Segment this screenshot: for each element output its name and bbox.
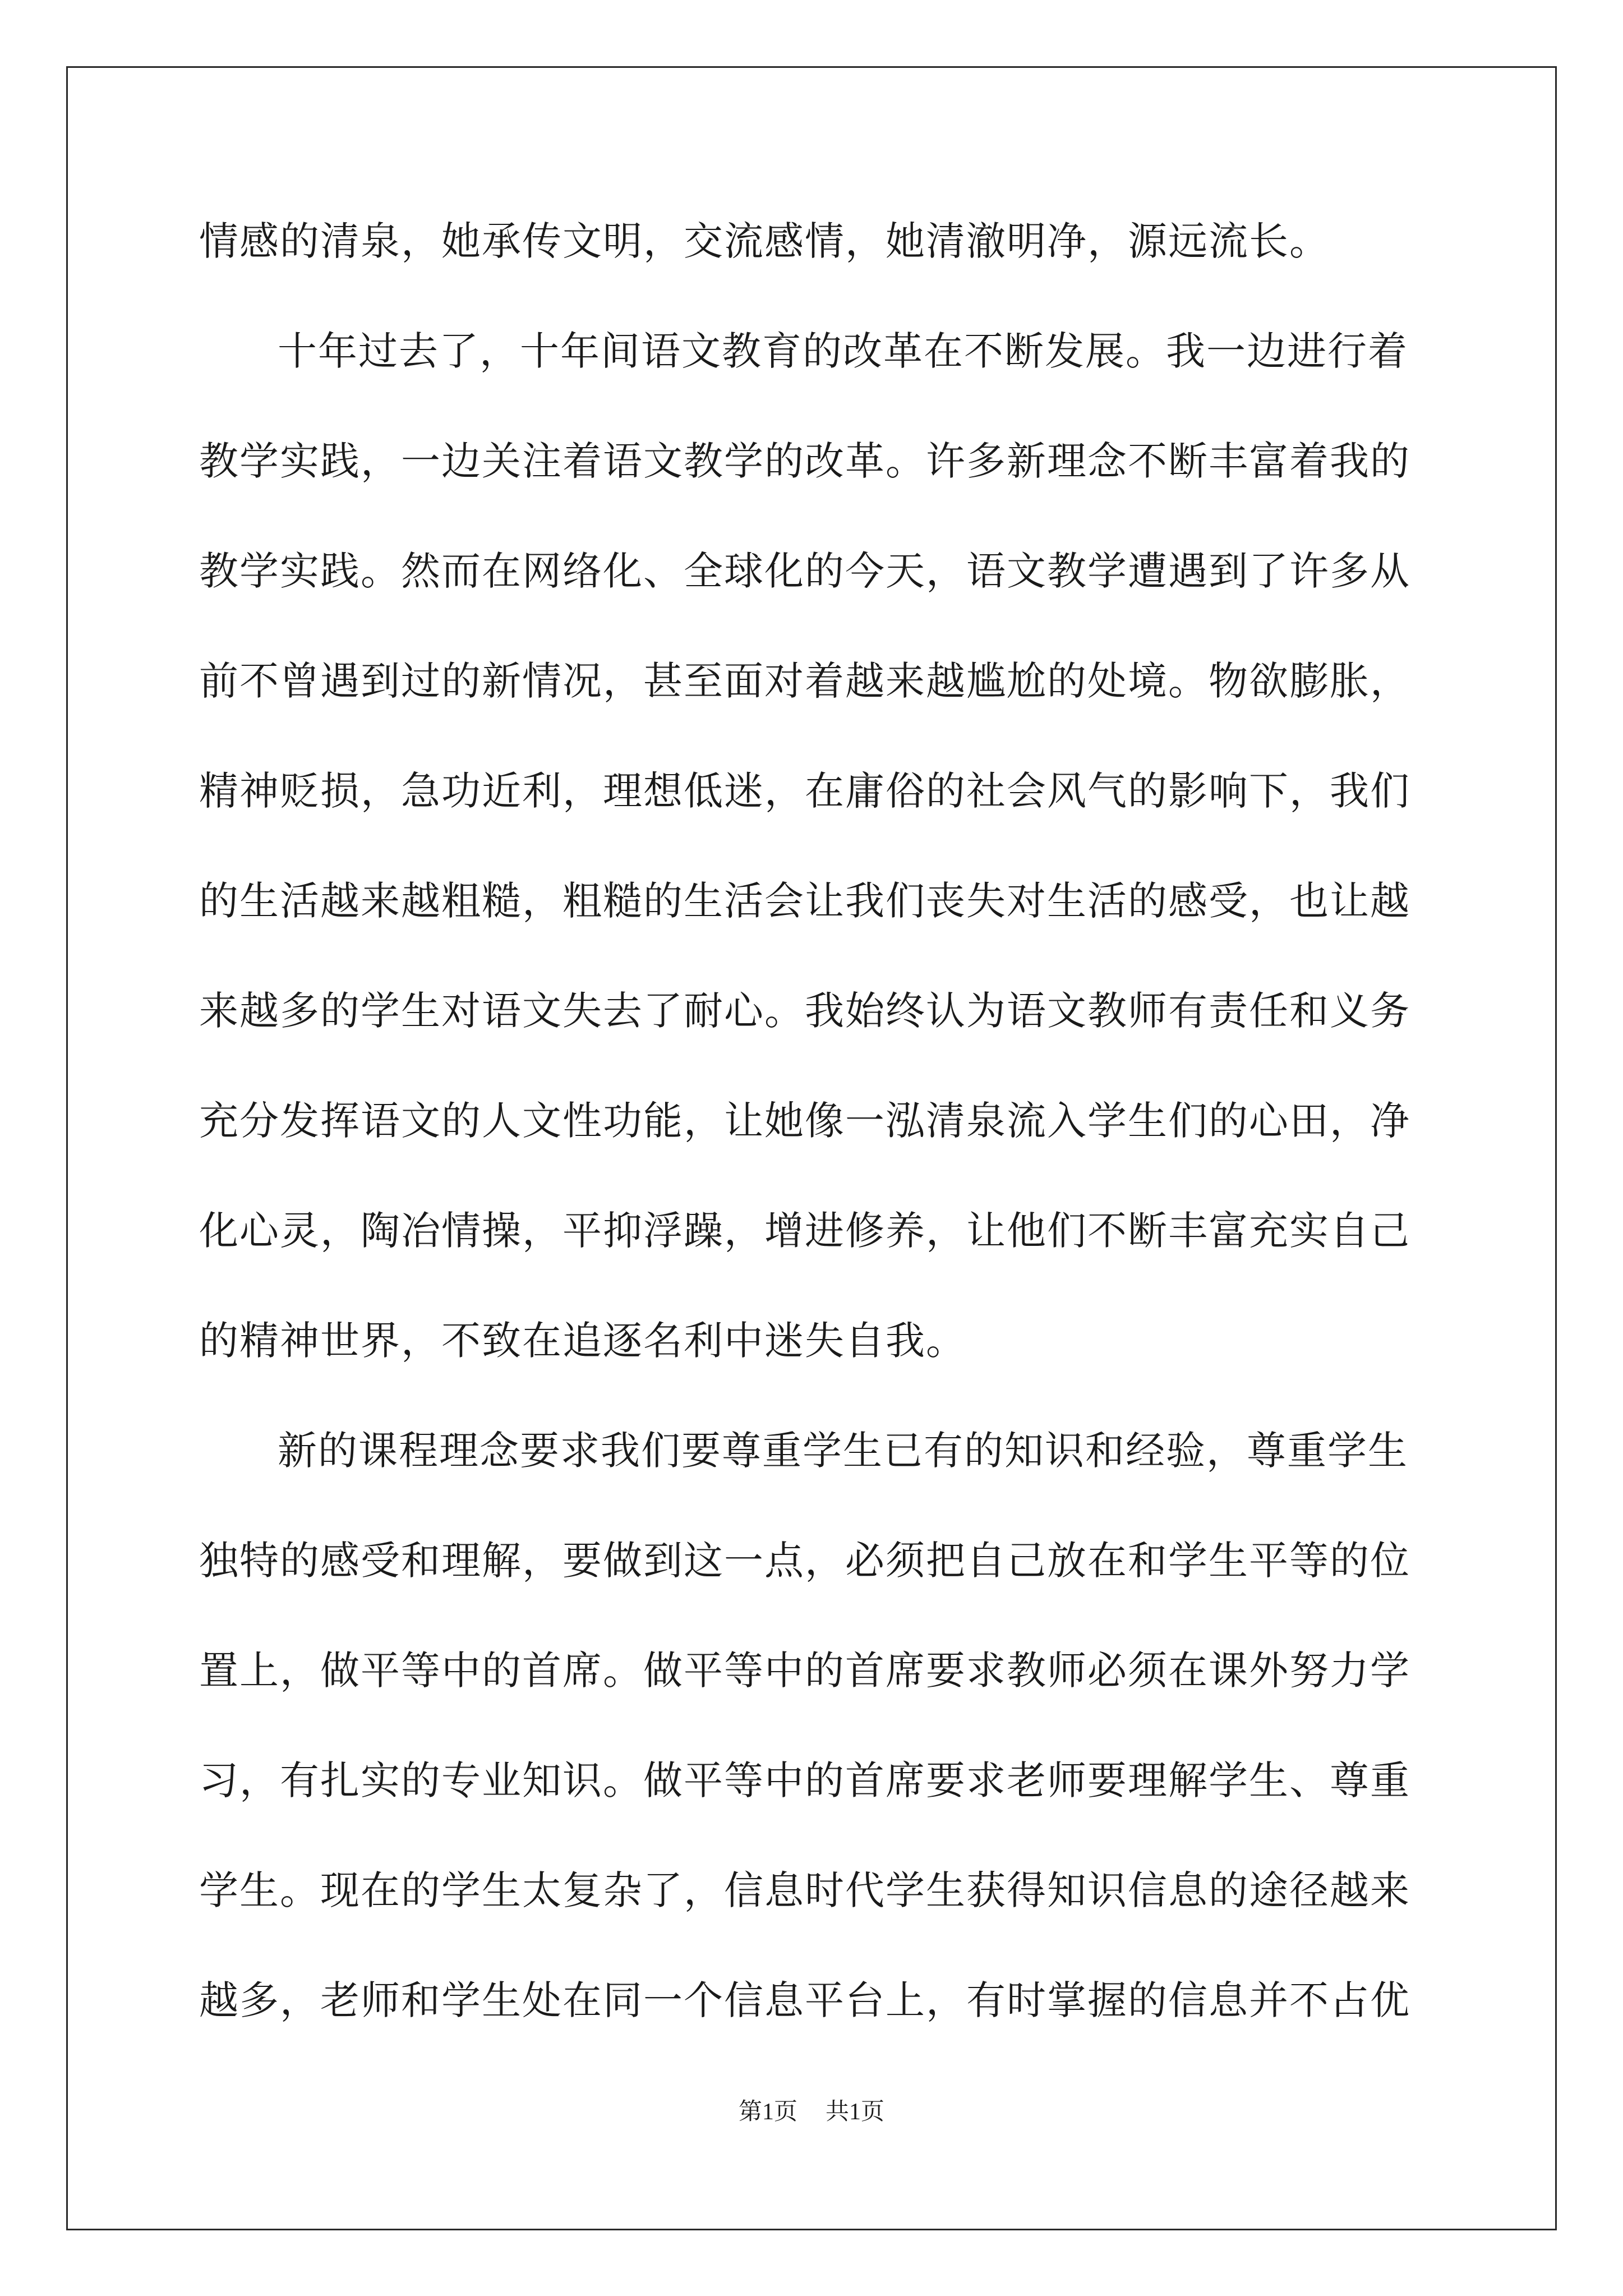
page-number-total: 共1页 [826,2099,885,2125]
paragraph-start-line: 十年过去了，十年间语文教育的改革在不断发展。我一边进行着 [278,328,1408,374]
text-line: 教学实践，一边关注着语文教学的改革。许多新理念不断丰富着我的 [199,438,1410,484]
text-line: 习，有扎实的专业知识。做平等中的首席要求老师要理解学生、尊重 [199,1757,1410,1803]
text-line: 充分发挥语文的人文性功能，让她像一泓清泉流入学生们的心田，净 [199,1098,1410,1144]
text-line: 的精神世界，不致在追逐名利中迷失自我。 [199,1318,966,1364]
text-line: 置上，做平等中的首席。做平等中的首席要求教师必须在课外努力学 [199,1648,1410,1694]
text-line: 来越多的学生对语文失去了耐心。我始终认为语文教师有责任和义务 [199,988,1410,1034]
text-line: 越多，老师和学生处在同一个信息平台上，有时掌握的信息并不占优 [199,1977,1410,2023]
text-line: 前不曾遇到过的新情况，甚至面对着越来越尴尬的处境。物欲膨胀， [199,658,1410,704]
text-line: 教学实践。然而在网络化、全球化的今天，语文教学遭遇到了许多从 [199,548,1410,594]
paragraph-start-line: 新的课程理念要求我们要尊重学生已有的知识和经验，尊重学生 [278,1428,1408,1474]
text-line: 学生。现在的学生太复杂了，信息时代学生获得知识信息的途径越来 [199,1867,1410,1913]
document-body [199,202,1422,2071]
text-line: 的生活越来越粗糙，粗糙的生活会让我们丧失对生活的感受，也让越 [199,878,1410,924]
text-line: 独特的感受和理解，要做到这一点，必须把自己放在和学生平等的位 [199,1538,1410,1584]
page-footer [0,2095,1623,2129]
text-line: 情感的清泉，她承传文明，交流感情，她清澈明净，源远流长。 [199,218,1330,264]
text-line: 精神贬损，急功近利，理想低迷，在庸俗的社会风气的影响下，我们 [199,768,1410,814]
text-line: 化心灵，陶冶情操，平抑浮躁，增进修养，让他们不断丰富充实自己 [199,1208,1410,1254]
page-number-current: 第1页 [738,2099,797,2125]
